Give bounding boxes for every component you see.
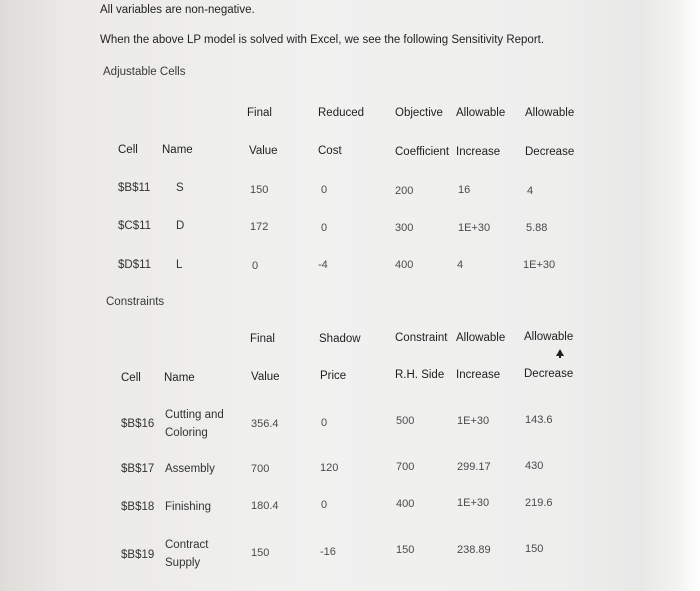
intro-line-1: All variables are non-negative. [100,4,255,16]
adj-header-objective: Objective [395,107,443,119]
con-row-3-rhs: 400 [396,498,415,510]
con-row-1-name-line2: Coloring [165,427,208,439]
con-row-4-cell: $B$19 [121,549,155,561]
con-row-3-final: 180.4 [251,500,279,512]
con-row-2-final: 700 [251,463,270,475]
con-row-4-shadow: -16 [320,546,336,558]
adj-row-1-name: S [176,182,184,194]
con-header-shadow: Shadow [319,333,361,345]
con-row-4-decrease: 150 [525,543,544,555]
con-row-1-cell: $B$16 [121,418,155,430]
constraints-title: Constraints [106,296,165,308]
adj-row-1-objective: 200 [395,185,414,197]
adj-header-cost: Cost [318,145,342,157]
con-row-2-cell: $B$17 [121,463,155,475]
adj-row-3-objective: 400 [395,259,414,271]
adj-row-1-decrease: 4 [527,185,534,197]
con-row-1-decrease: 143.6 [525,414,553,426]
con-header-allowable-dec: Allowable [524,331,574,343]
adj-row-1-cell: $B$11 [118,182,151,194]
adj-row-2-decrease: 5.88 [526,222,548,234]
adj-row-2-cell: $C$11 [118,220,152,232]
con-header-price: Price [320,370,347,382]
adj-row-1-reduced: 0 [321,184,328,196]
con-header-constraint: Constraint [395,332,448,344]
con-row-4-increase: 238.89 [457,544,491,556]
con-row-1-rhs: 500 [396,415,415,427]
adj-header-allowable-inc: Allowable [456,107,506,119]
adj-row-2-objective: 300 [395,222,414,234]
intro-line-2: When the above LP model is solved with Excel, we see the following Sensitivity Report. [100,34,545,46]
con-row-2-name: Assembly [165,463,215,475]
adj-row-1-final: 150 [250,184,269,196]
adj-row-1-increase: 16 [458,184,471,196]
adj-row-2-increase: 1E+30 [458,222,491,234]
con-row-2-decrease: 430 [525,460,544,472]
con-row-2-rhs: 700 [396,461,415,473]
con-row-1-name-line1: Cutting and [165,409,224,421]
con-row-4-final: 150 [251,547,270,559]
adj-header-increase: Increase [456,146,501,158]
adj-header-reduced: Reduced [318,107,365,119]
adj-header-allowable-dec: Allowable [525,107,575,119]
adj-row-3-name: L [176,259,183,271]
adj-row-3-reduced: -4 [318,259,328,271]
pointer-arrow-stem [559,355,561,358]
con-header-increase: Increase [456,369,501,381]
adjustable-cells-title: Adjustable Cells [103,66,186,78]
con-row-3-name: Finishing [165,501,212,513]
con-row-2-increase: 299.17 [457,461,491,473]
con-header-decrease: Decrease [524,368,574,380]
con-header-value: Value [251,371,280,383]
adj-header-name: Name [162,144,193,156]
adj-row-3-increase: 4 [457,259,464,271]
con-row-1-shadow: 0 [321,417,328,429]
con-row-1-increase: 1E+30 [457,415,490,427]
con-header-allowable-inc: Allowable [456,332,506,344]
con-row-1-final: 356.4 [251,418,279,430]
con-row-3-cell: $B$18 [121,501,155,513]
con-row-3-increase: 1E+30 [457,497,490,509]
adj-header-coefficient: Coefficient [395,146,450,158]
con-header-cell: Cell [121,372,141,384]
page-edge [645,0,700,591]
con-row-3-shadow: 0 [321,499,328,511]
adj-row-3-final: 0 [252,260,259,272]
adj-row-3-decrease: 1E+30 [523,259,556,271]
adj-header-final: Final [247,107,272,119]
adj-header-cell: Cell [118,144,138,156]
con-row-4-rhs: 150 [396,544,415,556]
con-row-4-name-line2: Supply [165,557,201,569]
adj-header-value: Value [249,145,278,157]
adj-row-3-cell: $D$11 [118,259,152,271]
con-row-4-name-line1: Contract [165,539,209,551]
con-row-2-shadow: 120 [320,462,339,474]
adj-header-decrease: Decrease [525,146,575,158]
con-row-3-decrease: 219.6 [525,497,553,509]
adj-row-2-name: D [176,220,185,232]
adj-row-2-reduced: 0 [321,222,328,234]
con-header-name: Name [164,372,195,384]
con-header-final: Final [250,333,275,345]
con-header-rhs: R.H. Side [395,369,445,381]
adj-row-2-final: 172 [250,221,269,233]
